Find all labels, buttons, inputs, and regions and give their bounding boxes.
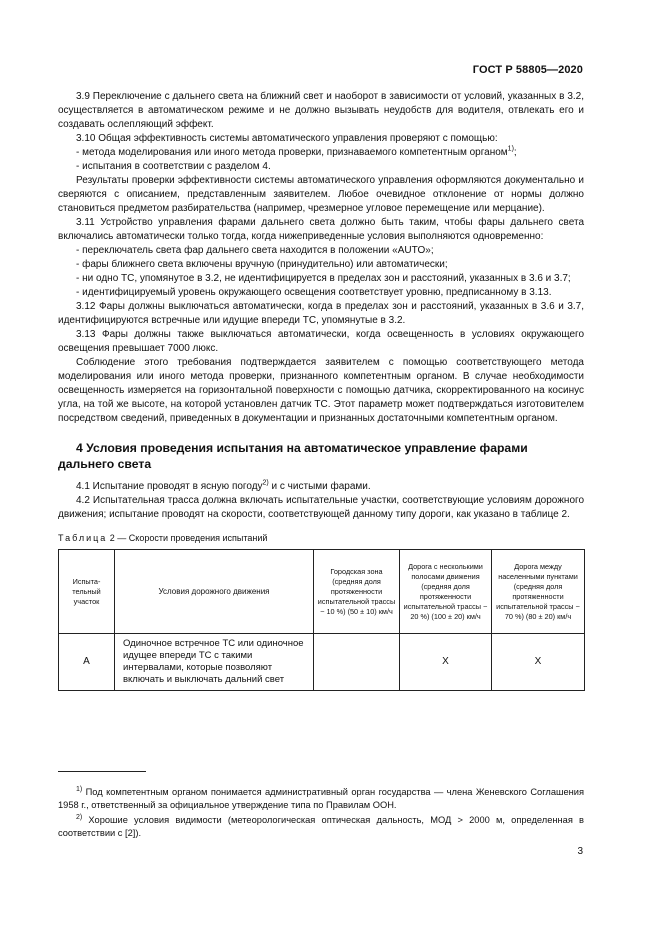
- clause-3-11-item-4: - идентифицируемый уровень окружающего освещения соответствует уровню, предписанному в 3.13.: [76, 287, 552, 298]
- standard-number: ГОСТ Р 58805—2020: [472, 64, 583, 76]
- test-speed-table: [58, 549, 585, 691]
- cell-urban: [314, 634, 400, 691]
- clause-3-11-item-1: - переключатель света фар дальнего света находится в положении «AUTO»;: [76, 245, 434, 256]
- clause-3-13: 3.13 Фары должны также выключаться автоматически, когда освещенность в условиях окружающего освещения превышает 7000 люкс.: [58, 329, 584, 354]
- clause-4-2: 4.2 Испытательная трасса должна включать испытательные участки, соответствующие условиям дорожного движения; испытание проводят на скорости, соответствующей данному типу дороги, как указано в таблице 2.: [58, 495, 584, 520]
- cell-section: А: [59, 634, 115, 691]
- clause-3-11-item-3: - ни одно ТС, упомянутое в 3.2, не идентифицируется в пределах зон и расстояний, указанных в 3.6 и 3.7;: [76, 273, 571, 284]
- clause-3-9: 3.9 Переключение с дальнего света на ближний свет и наоборот в зависимости от условий, указанных в 3.2, осуществляется в автоматическом режиме и не должно вызывать неудобств для водителя, отвлекать его и создавать ослепляющий эффект.: [58, 91, 584, 130]
- footnote-ref-1: 1): [507, 145, 514, 153]
- table-caption: Таблица 2 — Скорости проведения испытаний: [58, 533, 268, 543]
- header-rural: Дорога между населенными пунктами (средняя доля протяженности испытательной трассы ~ 70 %) (80 ± 20) км/ч: [492, 550, 585, 634]
- footnote-ref-2: 2): [262, 479, 269, 487]
- page-number: 3: [577, 846, 583, 857]
- footnote-separator: [58, 771, 146, 772]
- clause-3-12: 3.12 Фары должны выключаться автоматически, когда в пределах зон и расстояний, указанных в 3.6 и 3.7, идентифицируются встречные или идущие впереди ТС, упомянутые в 3.2.: [58, 301, 584, 326]
- footnote-2: $^{2)}$ Хорошие условия видимости (метеорологическая оптическая дальность, МОД > 2000 м, определенная в соответствии с [2]).: [58, 813, 584, 838]
- clause-3-10-item-2: - испытания в соответствии с разделом 4.: [76, 161, 271, 172]
- header-test-section: Испыта-тельный участок: [59, 550, 115, 634]
- clause-3-11-item-2: - фары ближнего света включены вручную (принудительно) или автоматически;: [76, 259, 448, 270]
- section-4-heading: 4 Условия проведения испытания на автоматическое управление фарами дальнего света: [58, 441, 528, 471]
- clause-4-1: 4.1 Испытание проводят в ясную погоду$^{2)}$ и с чистыми фарами.: [76, 479, 371, 492]
- cell-conditions: Одиночное встречное ТС или одиночное идущее впереди ТС с такими интервалами, которые позволяют включать и выключать дальний свет: [115, 634, 314, 691]
- table-header-row: [59, 550, 585, 634]
- clause-3-10-item-1: - метода моделирования или иного метода проверки, признаваемого компетентным органом$^{1)}$;: [76, 145, 517, 158]
- header-multilane: Дорога с несколькими полосами движения (средняя доля протяженности испытательной трассы ~ 20 %) (100 ± 20) км/ч: [400, 550, 492, 634]
- clause-3-10-intro: 3.10 Общая эффективность системы автоматического управления проверяют с помощью:: [76, 133, 498, 144]
- clause-3-11-intro: 3.11 Устройство управления фарами дальнего света должно быть таким, чтобы фары дальнего света включались автоматически только тогда, когда нижеприведенные условия выполняются одновременно:: [58, 217, 584, 242]
- table-row: [59, 634, 585, 691]
- clause-3-10-results: Результаты проверки эффективности системы автоматического управления оформляются документально и сверяются с описанием, представленным заявителем. Любое очевидное отклонение от нормы должно становиться предметом разбирательства (например, чрезмерное угловое перемещение или мерцание).: [58, 175, 584, 214]
- document-body: [58, 90, 584, 691]
- cell-rural: X: [492, 634, 585, 691]
- header-urban: Городская зона (средняя доля протяженности испытательной трассы ~ 10 %) (50 ± 10) км/ч: [314, 550, 400, 634]
- header-traffic-conditions: Условия дорожного движения: [115, 550, 314, 634]
- cell-multilane: X: [400, 634, 492, 691]
- footnote-1: $^{1)}$ Под компетентным органом понимается административный орган государства — члена Женевского Соглашения 1958 г., ответственный за официальное утверждение типа по Правилам ООН.: [58, 785, 584, 810]
- compliance-paragraph: Соблюдение этого требования подтверждается заявителем с помощью соответствующего метода моделирования или иного метода проверки, признанного компетентным органом. В случае необходимости освещенность измеряется на горизонтальной поверхности с помощью датчика, скорректированного на косинус угла, на той же высоте, на которой установлен датчик ТС. Этот параметр может подтверждаться изготовителем посредством сведений, приведенных в документации и признанных достаточными компетентным органом.: [58, 357, 584, 424]
